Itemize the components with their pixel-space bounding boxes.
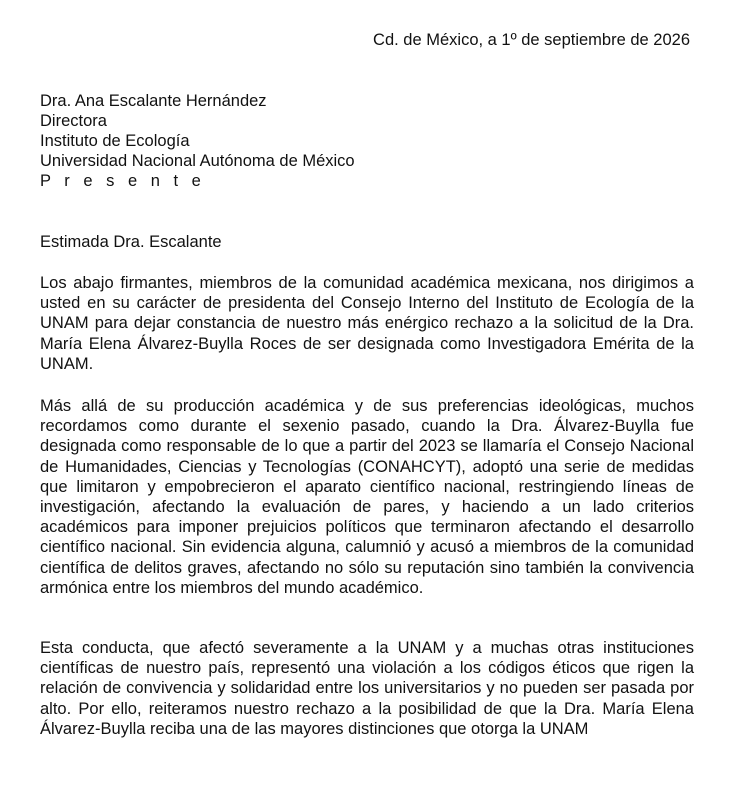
body-paragraph-2: Más allá de su producción académica y de sus preferencias ideológicas, muchos recordamos como durante el sexenio pasado, cuando la Dra. Álvarez-Buylla fue designada como responsable de lo que a partir del 2023 se llamaría el Consejo Nacional de Humanidades, Ciencias y Tecnologías (CONAHCYT), adoptó una serie de medidas que limitaron y empobrecieron el aparato científico nacional, restringiendo líneas de investigación, afectando la evaluación de pares, y haciendo a un lado criterios académicos para imponer prejuicios políticos que terminaron afectando el desarrollo científico nacional. Sin evidencia alguna, calumnió y acusó a miembros de la comunidad científica de delitos graves, afectando no sólo su reputación sino también la convivencia armónica entre los miembros del mundo académico. xyxy=(40,397,694,597)
recipient-institute: Instituto de Ecología xyxy=(40,132,190,150)
body-paragraph-1: Los abajo firmantes, miembros de la comunidad académica mexicana, nos dirigimos a usted en su carácter de presidenta del Consejo Interno del Instituto de Ecología de la UNAM para dejar constancia de nuestro más enérgico rechazo a la solicitud de la Dra. María Elena Álvarez-Buylla Roces de ser designada como Investigadora Emérita de la UNAM. xyxy=(40,274,694,373)
recipient-name: Dra. Ana Escalante Hernández xyxy=(40,92,267,110)
recipient-university: Universidad Nacional Autónoma de México xyxy=(40,152,355,170)
body-paragraph-3: Esta conducta, que afectó severamente a la UNAM y a muchas otras instituciones científicas de nuestro país, representó una violación a los códigos éticos que rigen la relación de convivencia y solidaridad entre los universitarios y no pueden ser pasada por alto. Por ello, reiteramos nuestro rechazo a la posibilidad de que la Dra. María Elena Álvarez-Buylla reciba una de las mayores distinciones que otorga la UNAM xyxy=(40,639,694,738)
presente-line: P r e s e n t e xyxy=(40,172,206,190)
recipient-block xyxy=(40,91,355,191)
recipient-position: Directora xyxy=(40,112,107,130)
salutation: Estimada Dra. Escalante xyxy=(40,233,222,251)
date-line: Cd. de México, a 1º de septiembre de 2026 xyxy=(373,31,690,49)
